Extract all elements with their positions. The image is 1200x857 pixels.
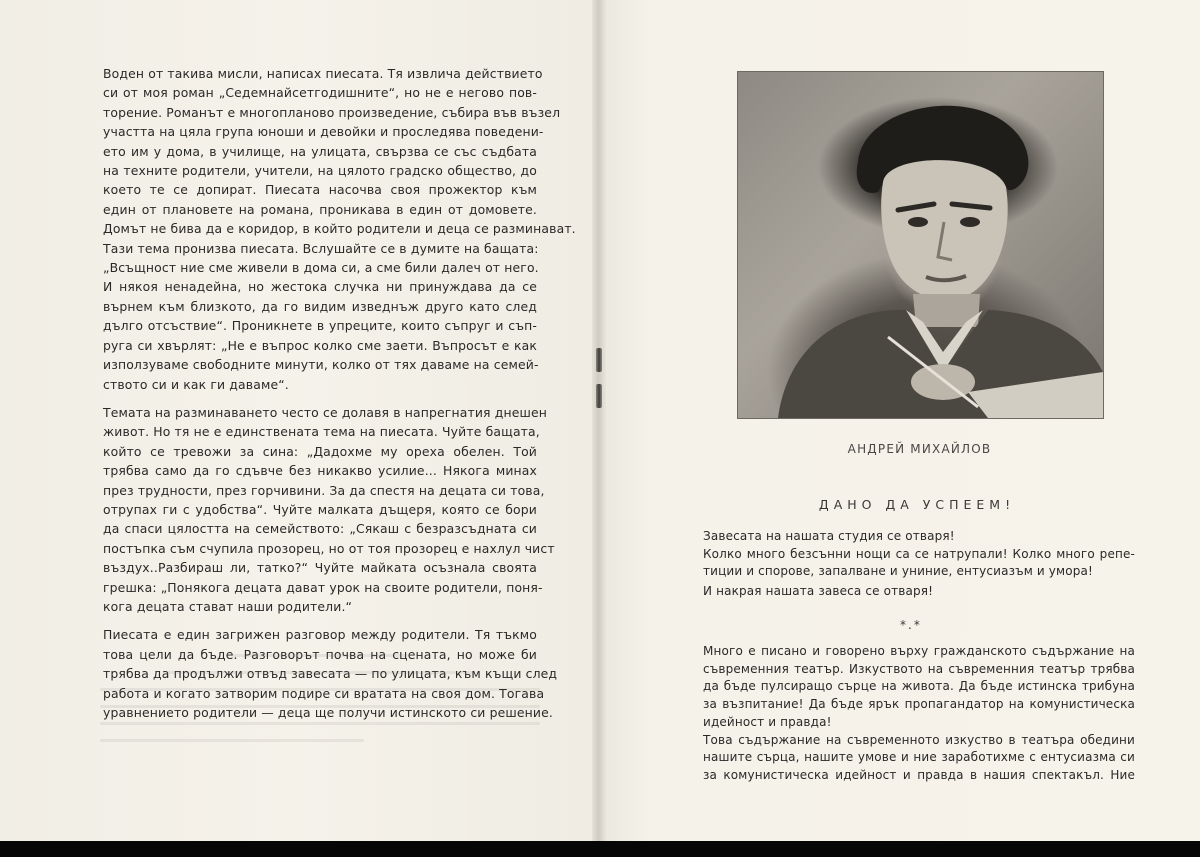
text-line: живот. Но тя не е единствената тема на пиесата. Чуйте бащата,: [103, 424, 540, 440]
text-line: на техните родители, учители, на цялото градско общество, до: [103, 163, 537, 179]
staple-bottom: [596, 384, 602, 408]
text-line: Това съдържание на съвременното изкуство в театъра обедини: [703, 732, 1135, 747]
text-line: участта на цяла група юноши и девойки и проследява поведени-: [103, 124, 544, 140]
text-line: нашите сърца, нашите умове и ние заработихме с ентусиазма си: [703, 750, 1135, 765]
portrait-illustration: [738, 72, 1103, 418]
text-line: през трудности, през горчивини. За да спестя на децата си това,: [103, 482, 545, 498]
staple-top: [596, 348, 602, 372]
text-line: който се тревожи за сина: „Дадохме му ореха обелен. Той: [103, 443, 537, 459]
text-line: за комунистическа идейност и правда в нашия спектакъл. Ние: [703, 767, 1135, 782]
text-line: да спаси цялостта на семейството: „Сякаш с безразсъдната си: [103, 521, 537, 537]
text-line: трябва само да го сдъвче без никакво усилие... Някога минах: [103, 463, 537, 479]
text-line: Темата на разминаването често се долавя в напрегнатия днешен: [103, 404, 547, 420]
scan-edge: [0, 841, 1200, 857]
text-line: уравнението родители — деца ще получи истинското си решение.: [103, 705, 553, 720]
text-line: си от моя роман „Седемнайсетгодишните“, но не е негово пов-: [103, 85, 537, 101]
text-line: И накрая нашата завеса се отваря!: [703, 584, 934, 598]
text-line: един от плановете на романа, проникава в един от домовете.: [103, 201, 537, 217]
text-line: И някоя ненадейна, но жестока случка ни принуждава да се: [103, 279, 537, 295]
closing-line: [703, 583, 1135, 601]
text-line: използуваме свободните минути, колко от тях даваме на семей-: [103, 357, 539, 373]
text-line: върнем към близкото, да го видим изведнъж друго като след: [103, 298, 537, 314]
text-line: да бъде пулсиращо сърце на живота. Да бъде истинска трибуна: [703, 679, 1135, 694]
text-line: торение. Романът е многопланово произведение, събира във възел: [103, 104, 561, 120]
text-line: Много е писано и говорено върху гражданското съдържание на: [703, 644, 1135, 658]
portrait-photo: [737, 71, 1104, 419]
text-line: грешка: „Понякога децата дават урок на своите родители, поня-: [103, 579, 543, 595]
text-line: руга си хвърлят: „Не е въпрос колко сме заети. Въпросът е как: [103, 337, 537, 353]
text-line: работа и когато затворим подире си вратата на своя дом. Тогава: [103, 685, 545, 701]
text-line: Тази тема пронизва пиесата. Вслушайте се в думите на бащата:: [103, 240, 539, 256]
text-line: тиции и спорове, запалване и униние, ентусиазъм и умора!: [703, 564, 1093, 578]
text-line: отрупах ги с удобства“. Чуйте малката дъщеря, която се бори: [103, 501, 537, 517]
text-line: идейност и правда!: [703, 714, 832, 729]
text-line: това цели да бъде. Разговорът почва на сцената, но може би: [103, 646, 537, 662]
left-page-text: [103, 64, 576, 731]
text-line: съвременния театър. Изкуството на съвременния театър трябва: [703, 661, 1135, 676]
text-line: което те се допират. Пиесата насочва своя прожектор към: [103, 182, 537, 198]
text-line: ето им у дома, в училище, на улицата, свързва се със съдбата: [103, 143, 537, 159]
text-line: Завесата на нашата студия се отваря!: [703, 529, 955, 543]
book-gutter: [592, 0, 606, 841]
text-line: постъпка съм счупила прозорец, но от тоя прозорец е нахлул чист: [103, 540, 555, 556]
text-line: Домът не бива да е коридор, в който родители и деца се разминават.: [103, 221, 576, 237]
text-line: за възпитание! Да бъде ярък пропагандатор на комунистическа: [703, 697, 1135, 712]
text-line: ството си и как ги даваме“.: [103, 376, 289, 392]
text-line: Пиесата е един загрижен разговор между родители. Тя тъкмо: [103, 627, 537, 643]
section-heading: ДАНО ДА УСПЕЕМ!: [818, 497, 1016, 512]
text-line: кога децата стават наши родители.“: [103, 598, 353, 614]
text-line: дълго отсъствие“. Проникнете в упреците, които съпруг и съп-: [103, 318, 537, 334]
paragraph-3: [103, 625, 558, 722]
intro-block: [703, 528, 1135, 581]
text-line: трябва да продължи отвъд завесата — по улицата, към къщи след: [103, 666, 558, 682]
paragraph-2: [103, 403, 555, 616]
manifesto-block: [703, 643, 1135, 785]
text-line: Колко много безсънни нощи са се натрупали! Колко много репе-: [703, 546, 1135, 561]
text-line: въздух..Разбираш ли, татко?“ Чуйте майката осъзнала своята: [103, 560, 537, 576]
text-line: Воден от такива мисли, написах пиесата. Тя извлича действието: [103, 66, 543, 81]
paragraph-1: [103, 64, 576, 394]
text-line: „Всъщност ние сме живели в дома си, а сме били далеч от него.: [103, 260, 539, 276]
photo-caption: АНДРЕЙ МИХАЙЛОВ: [847, 442, 992, 456]
section-divider-stars: *.*: [900, 618, 922, 632]
